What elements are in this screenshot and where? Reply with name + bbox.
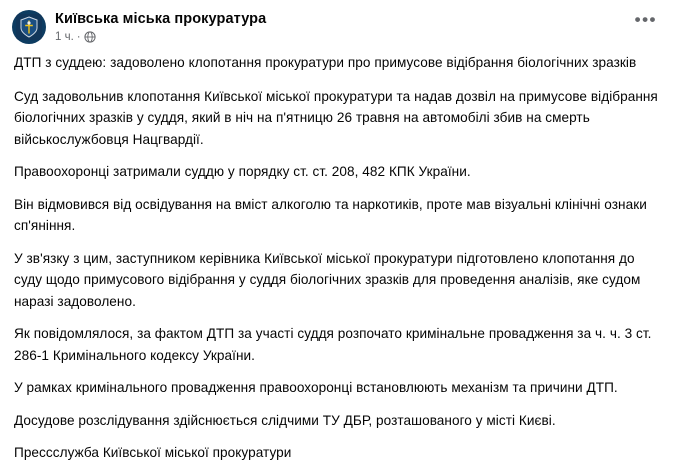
post-paragraph: Як повідомлялося, за фактом ДТП за участі суддя розпочато кримінальне провадження за ч. ч. 3 ст. 286-1 Кримінального кодексу України. — [14, 326, 652, 363]
meta-separator: · — [76, 31, 81, 43]
post-options-button[interactable]: ••• — [634, 10, 657, 29]
page-name[interactable]: Київська міська прокуратура — [55, 11, 267, 27]
post-body — [0, 46, 673, 464]
post-paragraph: У рамках кримінального провадження правоохоронці встановлюють механізм та причини ДТП. — [14, 380, 618, 395]
post-paragraph: Прессслужба Київської міської прокуратури — [14, 445, 292, 460]
post-paragraph: Досудове розслідування здійснюється слідчими ТУ ДБР, розташованого у місті Києві. — [14, 412, 556, 428]
post-header — [0, 0, 673, 46]
post-meta — [55, 30, 266, 44]
post-paragraph: У зв'язку з цим, заступником керівника Київської міської прокуратури підготовлено клопотання до суду щодо примусового відібрання у суддя біологічних зразків для проведення аналізів, яке судом наразі задоволено. — [14, 250, 641, 309]
prosecutor-emblem-icon — [16, 14, 42, 40]
post-paragraph: Правоохоронці затримали суддю у порядку ст. ст. 208, 482 КПК України. — [14, 164, 471, 179]
post-paragraph: Суд задовольнив клопотання Київської міської прокуратури та надав дозвіл на примусове відібрання біологічних зразків у суддя, який в ніч на п'ятницю 26 травня на автомобілі збив на смерть військослужбовця Нацгвардії. — [14, 88, 658, 147]
avatar[interactable] — [12, 10, 46, 44]
post-paragraph: Він відмовився від освідування на вміст алкоголю та наркотиків, проте мав візуальні клінічні ознаки сп'яніння. — [14, 196, 647, 233]
post-timestamp[interactable]: 1 ч. — [55, 31, 74, 43]
globe-icon[interactable] — [84, 31, 96, 43]
post-paragraph: ДТП з суддею: задоволено клопотання прокуратури про примусове відібрання біологічних зразків — [14, 55, 637, 70]
header-text — [55, 10, 266, 44]
